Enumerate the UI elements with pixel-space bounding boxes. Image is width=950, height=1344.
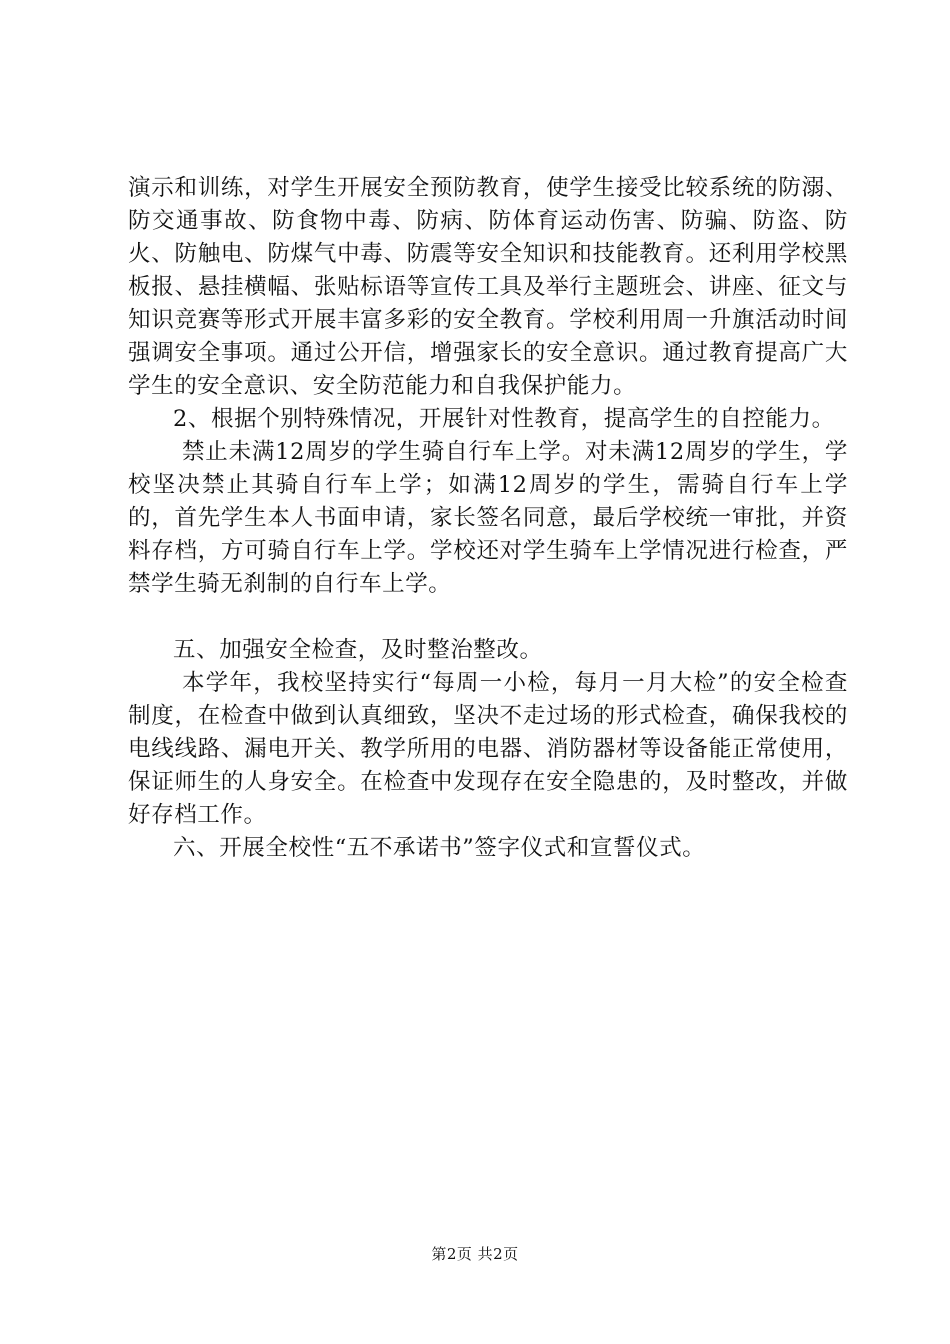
section-heading-pledge-ceremony: 六、开展全校性“五不承诺书”签字仪式和宣誓仪式。 — [173, 835, 706, 861]
section-heading-safety-inspection: 五、加强安全检查，及时整治整改。 — [173, 637, 543, 663]
paragraph-safety-education: 演示和训练，对学生开展安全预防教育，使学生接受比较系统的防溺、防交通事故、防食物中毒、防病、防体育运动伤害、防骗、防盗、防火、防触电、防煤气中毒、防震等安全知识和技能教育。还利用学校黑板报、悬挂横幅、张贴标语等宣传工具及举行主题班会、讲座、征文与知识竞赛等形式开展丰富多彩的安全教育。学校利用周一升旗活动时间强调安全事项。通过公开信，增强家长的安全意识。通过教育提高广大学生的安全意识、安全防范能力和自我保护能力。 — [128, 175, 848, 399]
page-footer: 第2页 共2页 — [431, 1245, 519, 1263]
document-body — [128, 172, 848, 865]
paragraph-inspection-system: 本学年，我校坚持实行“每周一小检，每月一月大检”的安全检查制度，在检查中做到认真细致，坚决不走过场的形式检查，确保我校的电线线路、漏电开关、教学所用的电器、消防器材等设备能正常使用，保证师生的人身安全。在检查中发现存在安全隐患的，及时整改，并做好存档工作。 — [128, 670, 848, 828]
paragraph-bicycle-rule: 禁止未满12周岁的学生骑自行车上学。对未满12周岁的学生，学校坚决禁止其骑自行车上学；如满12周岁的学生，需骑自行车上学的，首先学生本人书面申请，家长签名同意，最后学校统一审批，并资料存档，方可骑自行车上学。学校还对学生骑车上学情况进行检查，严禁学生骑无刹制的自行车上学。 — [128, 439, 848, 597]
paragraph-targeted-education-heading: 2、根据个别特殊情况，开展针对性教育，提高学生的自控能力。 — [173, 406, 835, 432]
